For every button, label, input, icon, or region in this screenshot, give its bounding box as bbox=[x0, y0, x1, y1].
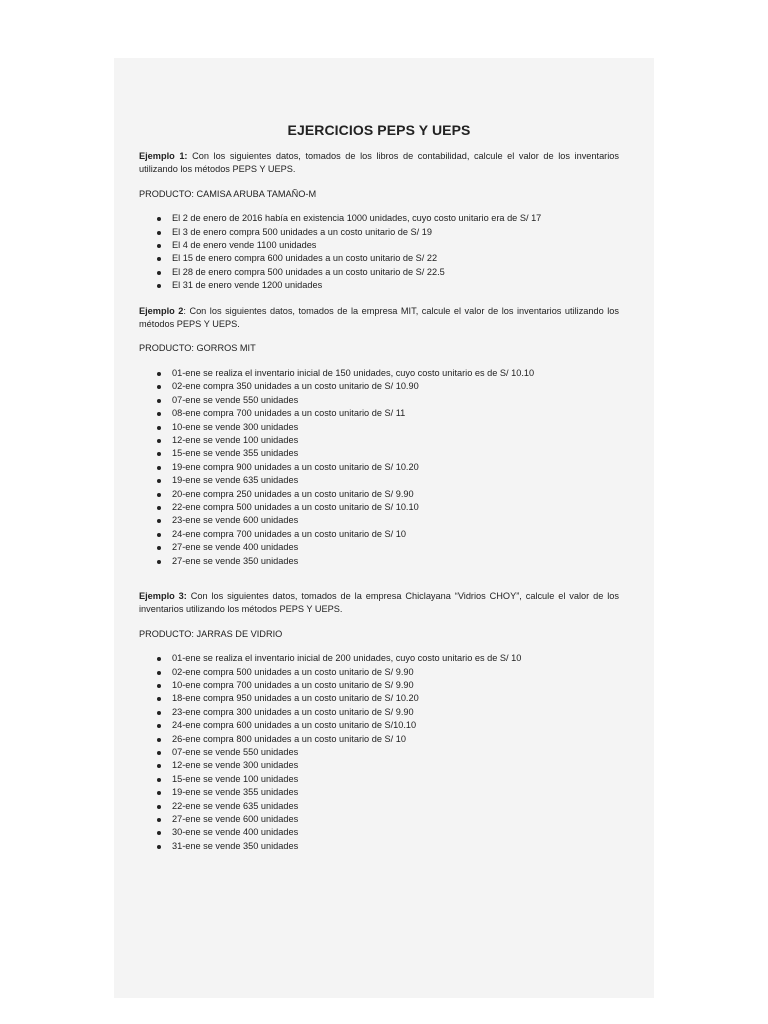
example-3-statement bbox=[139, 590, 619, 617]
list-item: 27-ene se vende 350 unidades bbox=[172, 555, 619, 568]
example-1-list bbox=[139, 212, 619, 292]
example-2-list bbox=[139, 367, 619, 568]
list-item: 08-ene compra 700 unidades a un costo unitario de S/ 11 bbox=[172, 407, 619, 420]
list-item: El 31 de enero vende 1200 unidades bbox=[172, 279, 619, 292]
document-content bbox=[139, 120, 619, 853]
list-item: 02-ene compra 350 unidades a un costo unitario de S/ 10.90 bbox=[172, 380, 619, 393]
list-item: 22-ene compra 500 unidades a un costo unitario de S/ 10.10 bbox=[172, 501, 619, 514]
list-item: El 28 de enero compra 500 unidades a un costo unitario de S/ 22.5 bbox=[172, 266, 619, 279]
example-2-section bbox=[139, 305, 619, 568]
list-item: El 3 de enero compra 500 unidades a un costo unitario de S/ 19 bbox=[172, 226, 619, 239]
example-2-label: Ejemplo 2 bbox=[139, 305, 184, 316]
list-item: 20-ene compra 250 unidades a un costo unitario de S/ 9.90 bbox=[172, 488, 619, 501]
list-item: 02-ene compra 500 unidades a un costo unitario de S/ 9.90 bbox=[172, 666, 619, 679]
list-item: 23-ene compra 300 unidades a un costo unitario de S/ 9.90 bbox=[172, 706, 619, 719]
list-item: 18-ene compra 950 unidades a un costo unitario de S/ 10.20 bbox=[172, 692, 619, 705]
spacer bbox=[139, 568, 619, 590]
list-item: 19-ene compra 900 unidades a un costo unitario de S/ 10.20 bbox=[172, 461, 619, 474]
example-3-list bbox=[139, 652, 619, 853]
list-item: 19-ene se vende 635 unidades bbox=[172, 474, 619, 487]
list-item: 27-ene se vende 600 unidades bbox=[172, 813, 619, 826]
list-item: 19-ene se vende 355 unidades bbox=[172, 786, 619, 799]
list-item: 26-ene compra 800 unidades a un costo unitario de S/ 10 bbox=[172, 733, 619, 746]
example-1-product: PRODUCTO: CAMISA ARUBA TAMAÑO-M bbox=[139, 188, 317, 199]
list-item: 07-ene se vende 550 unidades bbox=[172, 746, 619, 759]
example-2-statement bbox=[139, 305, 619, 332]
list-item: 10-ene compra 700 unidades a un costo unitario de S/ 9.90 bbox=[172, 679, 619, 692]
list-item: 27-ene se vende 400 unidades bbox=[172, 541, 619, 554]
document-title: EJERCICIOS PEPS Y UEPS bbox=[287, 122, 471, 138]
list-item: 07-ene se vende 550 unidades bbox=[172, 394, 619, 407]
list-item: 22-ene se vende 635 unidades bbox=[172, 800, 619, 813]
list-item: 30-ene se vende 400 unidades bbox=[172, 826, 619, 839]
list-item: 24-ene compra 700 unidades a un costo unitario de S/ 10 bbox=[172, 528, 619, 541]
example-3-product: PRODUCTO: JARRAS DE VIDRIO bbox=[139, 628, 283, 639]
list-item: 24-ene compra 600 unidades a un costo unitario de S/10.10 bbox=[172, 719, 619, 732]
list-item: 23-ene se vende 600 unidades bbox=[172, 514, 619, 527]
example-1-label: Ejemplo 1: bbox=[139, 151, 188, 161]
example-2-text: : Con los siguientes datos, tomados de la empresa MIT, calcule el valor de los inventarios utilizando los métodos PEPS Y UEPS. bbox=[139, 305, 619, 330]
list-item: 15-ene se vende 100 unidades bbox=[172, 773, 619, 786]
list-item: El 2 de enero de 2016 había en existencia 1000 unidades, cuyo costo unitario era de S/ 17 bbox=[172, 212, 619, 225]
example-1-statement bbox=[139, 150, 619, 177]
list-item: El 4 de enero vende 1100 unidades bbox=[172, 239, 619, 252]
list-item: 01-ene se realiza el inventario inicial de 150 unidades, cuyo costo unitario es de S/ 10.10 bbox=[172, 367, 619, 380]
spacer bbox=[139, 293, 619, 305]
example-1-text: Con los siguientes datos, tomados de los libros de contabilidad, calcule el valor de los inventarios utilizando los métodos PEPS Y UEPS. bbox=[139, 151, 619, 175]
list-item: 31-ene se vende 350 unidades bbox=[172, 840, 619, 853]
example-1-section bbox=[139, 150, 619, 293]
list-item: 12-ene se vende 100 unidades bbox=[172, 434, 619, 447]
example-3-label: Ejemplo 3: bbox=[139, 590, 187, 601]
list-item: 12-ene se vende 300 unidades bbox=[172, 759, 619, 772]
example-3-text: Con los siguientes datos, tomados de la empresa Chiclayana “Vidrios CHOY”, calcule el valor de los inventarios utilizando los métodos PEPS Y UEPS. bbox=[139, 590, 619, 615]
example-3-section bbox=[139, 590, 619, 853]
list-item: 10-ene se vende 300 unidades bbox=[172, 421, 619, 434]
list-item: El 15 de enero compra 600 unidades a un costo unitario de S/ 22 bbox=[172, 252, 619, 265]
example-2-product: PRODUCTO: GORROS MIT bbox=[139, 343, 256, 354]
list-item: 01-ene se realiza el inventario inicial de 200 unidades, cuyo costo unitario es de S/ 10 bbox=[172, 652, 619, 665]
list-item: 15-ene se vende 355 unidades bbox=[172, 447, 619, 460]
